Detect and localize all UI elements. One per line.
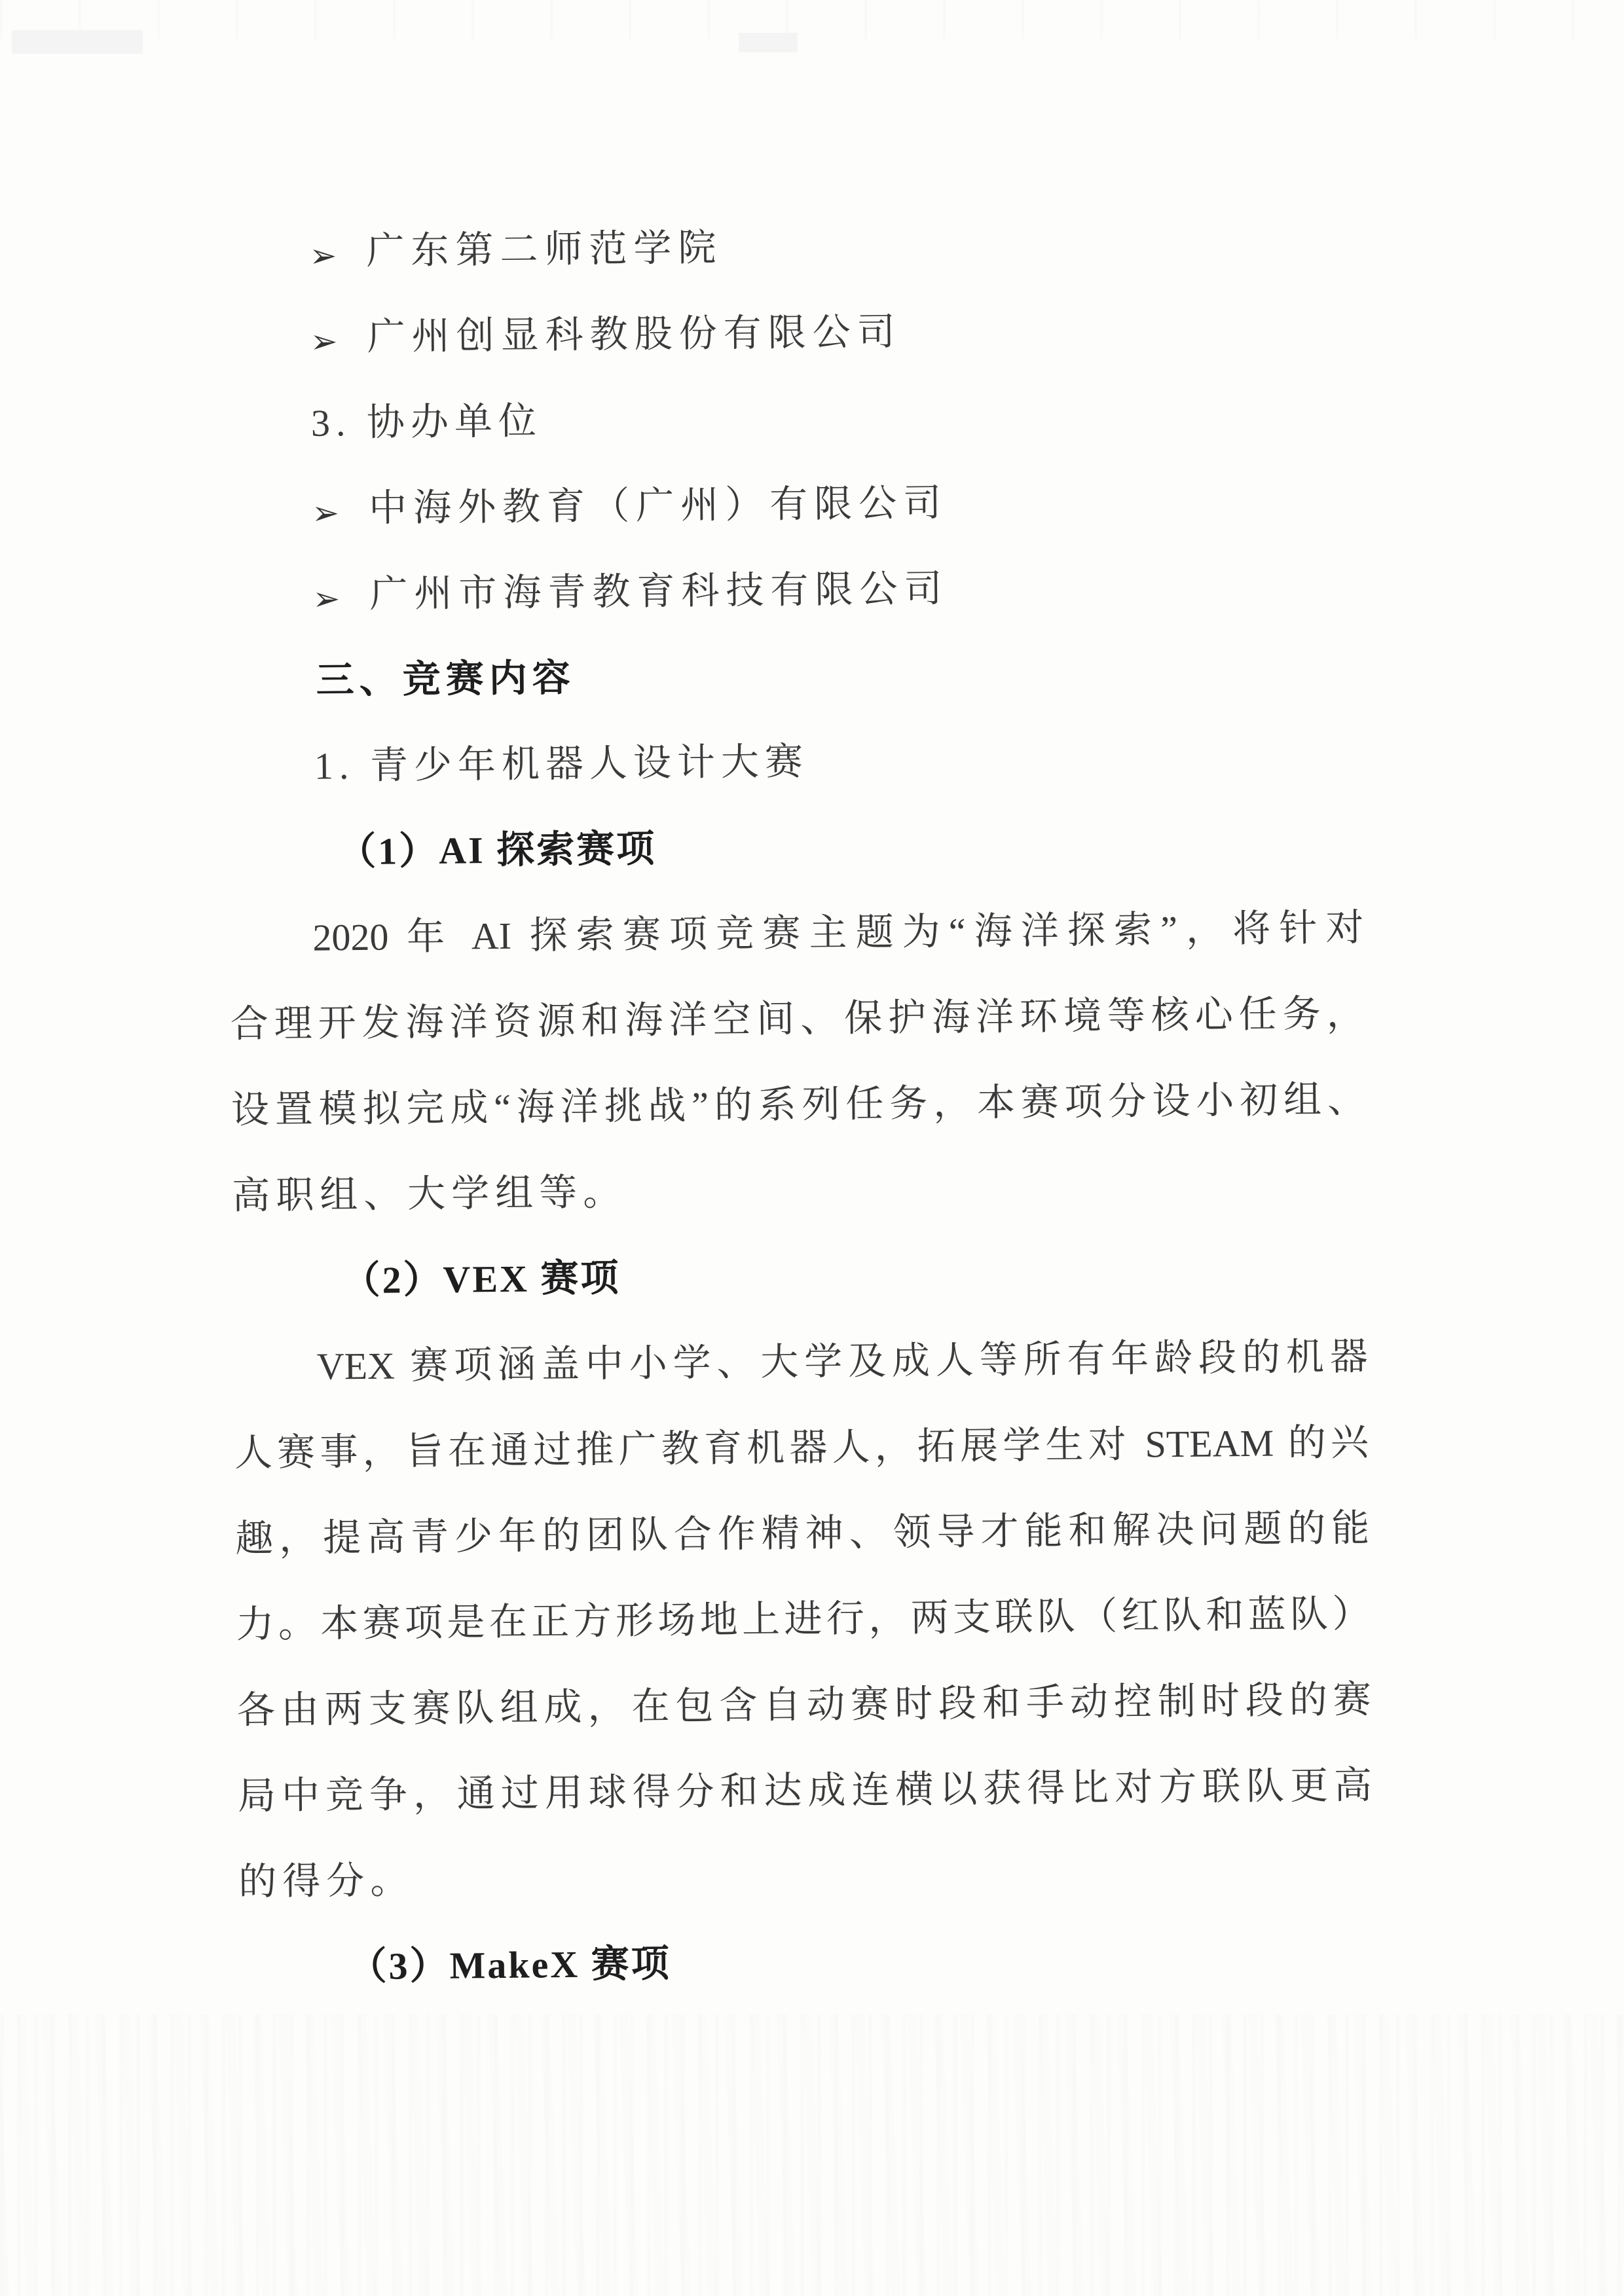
co-organizer-heading: 3. 协办单位 [310,399,543,445]
organizer-list-item [310,284,1358,380]
event-makex-heading: （3）MakeX 赛项 [348,1942,671,1988]
event-ai-heading: （1）AI 探索赛项 [337,827,657,873]
paragraph-line: 人赛事，旨在通过推广教育机器人，拓展学生对 STEAM 的兴 [234,1421,1369,1474]
scan-noise-top [0,0,1624,39]
paragraph-line: 局中竞争，通过用球得分和达成连横以获得比对方联队更高 [237,1764,1373,1817]
scan-noise-bottom [0,2014,1624,2296]
section-heading: 三、竞赛内容 [316,656,576,702]
paragraph-line: 力。本赛项是在正方形场地上进行，两支联队（红队和蓝队） [236,1592,1371,1646]
competition-title: 1. 青少年机器人设计大赛 [314,740,809,788]
paragraph-line: 合理开发海洋资源和海洋空间、保护海洋环境等核心任务， [230,992,1365,1046]
event-vex-heading: （2）VEX 赛项 [342,1256,621,1302]
co-organizer-list-item [312,456,1360,551]
organizer-list-item-text: 广东第二师范学院 [366,226,723,272]
scan-artifact [12,30,143,54]
paragraph-line: 高职组、大学组等。 [231,1171,627,1217]
co-organizer-list-item [312,541,1361,637]
organizer-list-item-text: 广州创显科教股份有限公司 [367,310,902,358]
bullet-arrow-icon: ➢ [310,322,338,361]
organizer-list-item [309,198,1357,294]
co-organizer-list-item-text: 中海外教育（广州）有限公司 [368,481,948,530]
paragraph-line: 的得分。 [238,1859,415,1903]
bullet-arrow-icon: ➢ [312,579,341,618]
paragraph-line: 各由两支赛队组成，在包含自动赛时段和手动控制时段的赛 [236,1678,1372,1732]
paragraph-line: 趣，提高青少年的团队合作精神、领导才能和解决问题的能 [234,1506,1370,1560]
paragraph-line: 2020 年 AI 探索赛项竞赛主题为“海洋探索”，将针对 [312,906,1364,959]
bullet-arrow-icon: ➢ [311,494,340,532]
bullet-arrow-icon: ➢ [309,236,337,275]
co-organizer-list-item-text: 广州市海青教育科技有限公司 [369,567,949,615]
scan-artifact [739,33,798,52]
paragraph-line: VEX 赛项涵盖中小学、大学及成人等所有年龄段的机器 [316,1335,1369,1388]
document-content [217,198,1374,2011]
paragraph-line: 设置模拟完成“海洋挑战”的系列任务，本赛项分设小初组、 [231,1078,1366,1131]
